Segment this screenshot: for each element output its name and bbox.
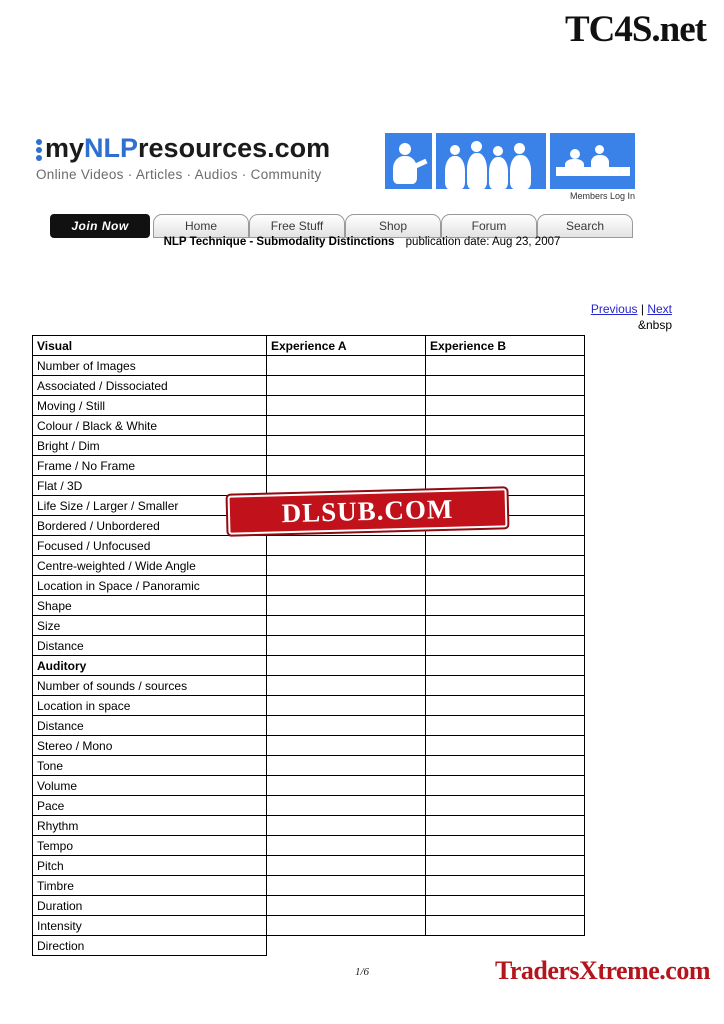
nav-item-join-now[interactable]: Join Now [50,214,150,238]
table-row [33,836,585,856]
table-row [33,376,585,396]
row-label: Location in space [33,696,267,716]
table-header-row [33,336,585,356]
logo-tagline: Online Videos · Articles · Audios · Community [36,167,322,182]
cell-experience-a[interactable] [267,616,426,636]
cell-experience-a[interactable] [267,576,426,596]
cell-experience-a[interactable] [267,896,426,916]
row-label-auditory: Auditory [33,656,267,676]
next-link[interactable]: Next [647,302,672,316]
banner-image-3 [550,133,635,189]
submodality-table [32,335,585,956]
row-label: Pace [33,796,267,816]
table-row [33,856,585,876]
table-row [33,636,585,656]
table-row [33,756,585,776]
cell-experience-b[interactable] [426,536,585,556]
column-header-experience-b: Experience B [426,336,585,356]
pager-separator: | [640,302,644,316]
cell-experience-a[interactable] [267,876,426,896]
dlsub-watermark: DLSUB.COM [228,488,508,534]
cell-experience-b[interactable] [426,576,585,596]
row-label: Colour / Black & White [33,416,267,436]
nav-item-shop[interactable]: Shop [345,214,441,238]
cell-experience-b[interactable] [426,796,585,816]
previous-link[interactable]: Previous [590,302,638,316]
cell-experience-b[interactable] [426,436,585,456]
table-section-row [33,656,585,676]
logo-wordmark [36,133,381,163]
table-row [33,716,585,736]
cell-experience-a[interactable] [267,656,426,676]
row-label: Flat / 3D [33,476,267,496]
nav-item-home[interactable]: Home [153,214,249,238]
site-banner [36,133,636,213]
nav-item-free-stuff[interactable]: Free Stuff [249,214,345,238]
row-label: Bordered / Unbordered [33,516,267,536]
members-login-link[interactable]: Members Log In [569,191,635,201]
cell-experience-a[interactable] [267,816,426,836]
row-label: Life Size / Larger / Smaller [33,496,267,516]
cell-experience-a[interactable] [267,376,426,396]
publication-date: publication date: Aug 23, 2007 [405,236,561,248]
table-body [33,336,585,956]
cell-experience-a[interactable] [267,796,426,816]
table-row [33,876,585,896]
table-row [33,616,585,636]
row-label: Number of Images [33,356,267,376]
pager-links[interactable] [591,302,672,316]
cell-experience-b[interactable] [426,596,585,616]
cell-experience-b[interactable] [426,456,585,476]
cell-experience-a[interactable] [267,916,426,936]
cell-experience-a[interactable] [267,536,426,556]
cell-experience-b[interactable] [426,396,585,416]
row-label: Stereo / Mono [33,736,267,756]
cell-experience-b[interactable] [426,416,585,436]
cell-experience-b[interactable] [426,716,585,736]
cell-experience-b[interactable] [426,656,585,676]
row-label: Rhythm [33,816,267,836]
table-row [33,356,585,376]
cell-experience-a[interactable] [267,936,426,956]
row-label: Pitch [33,856,267,876]
cell-experience-a[interactable] [267,636,426,656]
column-header-experience-a: Experience A [267,336,426,356]
table-row [33,536,585,556]
cell-experience-a[interactable] [267,596,426,616]
cell-experience-a[interactable] [267,696,426,716]
logo-part-nlp: NLP [84,133,139,163]
cell-experience-b[interactable] [426,676,585,696]
cell-experience-a[interactable] [267,416,426,436]
cell-experience-b[interactable] [426,836,585,856]
row-label: Shape [33,596,267,616]
table-row [33,396,585,416]
cell-experience-a[interactable] [267,736,426,756]
cell-experience-a[interactable] [267,456,426,476]
cell-experience-b[interactable] [426,896,585,916]
cell-experience-a[interactable] [267,356,426,376]
cell-experience-a[interactable] [267,776,426,796]
cell-experience-a[interactable] [267,556,426,576]
logo-part-com: .com [267,133,331,163]
logo-dots-icon [36,137,42,163]
banner-images [385,133,635,201]
row-label: Focused / Unfocused [33,536,267,556]
row-label: Direction [33,936,267,956]
site-logo[interactable] [36,133,381,182]
cell-experience-b[interactable] [426,756,585,776]
table-row [33,796,585,816]
row-label: Duration [33,896,267,916]
row-label: Distance [33,716,267,736]
cell-experience-b[interactable] [426,556,585,576]
cell-experience-b[interactable] [426,356,585,376]
row-label: Volume [33,776,267,796]
cell-experience-a[interactable] [267,756,426,776]
nav-item-search[interactable]: Search [537,214,633,238]
row-label: Frame / No Frame [33,456,267,476]
cell-experience-b[interactable] [426,636,585,656]
table-row [33,596,585,616]
row-label: Intensity [33,916,267,936]
row-label: Bright / Dim [33,436,267,456]
table-row [33,556,585,576]
page-title-text: NLP Technique - Submodality Distinctions [163,236,395,248]
table-row [33,736,585,756]
row-label: Tone [33,756,267,776]
cell-experience-b[interactable] [426,696,585,716]
column-header-visual: Visual [33,336,267,356]
logo-part-resources: resources [138,133,268,163]
cell-experience-a[interactable] [267,836,426,856]
row-label: Moving / Still [33,396,267,416]
cell-experience-a[interactable] [267,856,426,876]
row-label: Timbre [33,876,267,896]
cell-experience-a[interactable] [267,396,426,416]
tradersxtreme-watermark: TradersXtreme.com [494,956,710,985]
banner-image-2 [436,133,546,189]
tc4s-watermark: TC4S.net [564,9,706,50]
cell-experience-b[interactable] [426,616,585,636]
cell-experience-a[interactable] [267,676,426,696]
row-label: Size [33,616,267,636]
table-row [33,936,585,956]
table-row [33,896,585,916]
cell-experience-a[interactable] [267,716,426,736]
table-row [33,816,585,836]
table-row [33,436,585,456]
logo-part-my: my [45,133,85,163]
cell-experience-a[interactable] [267,436,426,456]
cell-experience-b[interactable] [426,816,585,836]
cell-experience-b[interactable] [426,736,585,756]
cell-experience-b[interactable] [426,936,585,956]
table-row [33,776,585,796]
cell-experience-b[interactable] [426,916,585,936]
row-label: Location in Space / Panoramic [33,576,267,596]
cell-experience-b[interactable] [426,776,585,796]
cell-experience-b[interactable] [426,376,585,396]
table-row [33,916,585,936]
table-row [33,456,585,476]
row-label: Tempo [33,836,267,856]
page-title [0,236,724,248]
row-label: Centre-weighted / Wide Angle [33,556,267,576]
row-label: Number of sounds / sources [33,676,267,696]
cell-experience-b[interactable] [426,876,585,896]
nbsp-text: &nbsp [637,318,672,332]
row-label: Distance [33,636,267,656]
table-row [33,576,585,596]
page-number: 1/6 [354,966,370,978]
banner-image-1 [385,133,432,189]
cell-experience-b[interactable] [426,856,585,876]
table-row [33,696,585,716]
nav-item-forum[interactable]: Forum [441,214,537,238]
row-label: Associated / Dissociated [33,376,267,396]
table-row [33,416,585,436]
table-row [33,676,585,696]
